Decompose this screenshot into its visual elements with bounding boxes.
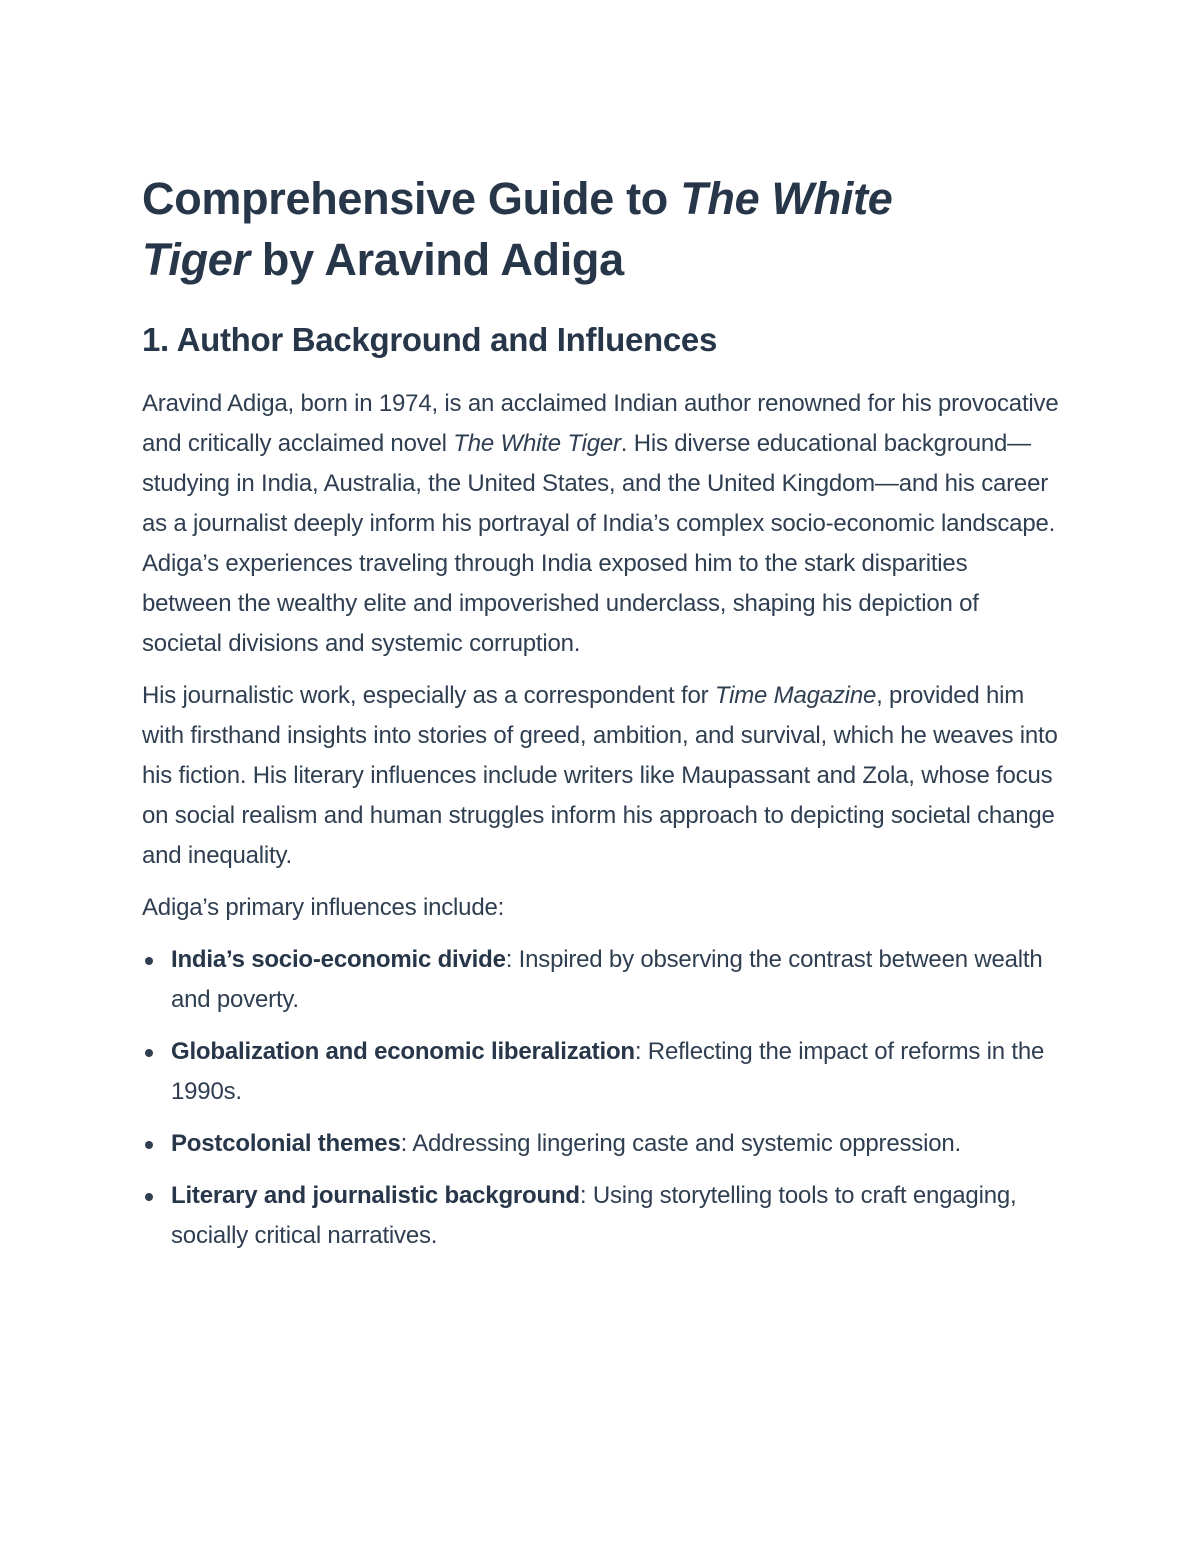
title-book-name-part2: Tiger xyxy=(142,234,250,285)
bullet-icon xyxy=(145,1049,153,1057)
title-prefix: Comprehensive Guide to xyxy=(142,173,681,224)
list-item-term: India’s socio-economic divide xyxy=(171,946,506,973)
list-item xyxy=(142,1176,1062,1256)
list-item-term: Globalization and economic liberalization xyxy=(171,1038,635,1065)
list-item-description: : Reflecting the impact of reforms in the 1990s. xyxy=(171,1038,1045,1105)
bullet-icon xyxy=(145,1141,153,1149)
paragraph-journalism xyxy=(142,676,1062,876)
section-heading: 1. Author Background and Influences xyxy=(142,321,718,358)
list-item-description: : Addressing lingering caste and systemic oppression. xyxy=(400,1130,961,1157)
document-page xyxy=(142,168,1062,1268)
paragraph-author-background xyxy=(142,384,1062,664)
title-book-name-part1: The White xyxy=(680,173,893,224)
list-item-term: Postcolonial themes xyxy=(171,1130,401,1157)
paragraph-text: . His diverse educational background—studying in India, Australia, the United States, and the United Kingdom—and his career as a journalist deeply inform his portrayal of India’s complex socio-economic landscape. Adiga’s experiences traveling through India exposed him to the stark disparities between the wealthy elite and impoverished underclass, shaping his depiction of societal divisions and systemic corruption. xyxy=(142,430,1056,657)
paragraph-text: His journalistic work, especially as a correspondent for xyxy=(142,682,715,709)
list-item-term: Literary and journalistic background xyxy=(171,1182,580,1209)
paragraph-text: , provided him with firsthand insights into stories of greed, ambition, and survival, which he weaves into his fiction. His literary influences include writers like Maupassant and Zola, whose focus on social realism and human struggles inform his approach to depicting societal change and inequality. xyxy=(142,682,1058,869)
list-item xyxy=(142,1032,1062,1112)
bullet-icon xyxy=(145,1193,153,1201)
list-item xyxy=(142,940,1062,1020)
influences-list xyxy=(142,940,1062,1256)
list-item-description: : Inspired by observing the contrast between wealth and poverty. xyxy=(171,946,1043,1013)
list-item-description: : Using storytelling tools to craft engaging, socially critical narratives. xyxy=(171,1182,1017,1249)
bullet-icon xyxy=(145,957,153,965)
magazine-title-italic: Time Magazine xyxy=(714,682,877,709)
list-item xyxy=(142,1124,1062,1164)
document-title xyxy=(142,168,1062,290)
title-suffix: by Aravind Adiga xyxy=(249,234,624,285)
paragraph-influences-intro: Adiga’s primary influences include: xyxy=(142,894,505,921)
paragraph-text: Aravind Adiga, born in 1974, is an acclaimed Indian author renowned for his provocative and critically acclaimed novel xyxy=(142,390,1059,457)
book-title-italic: The White Tiger xyxy=(453,430,621,457)
